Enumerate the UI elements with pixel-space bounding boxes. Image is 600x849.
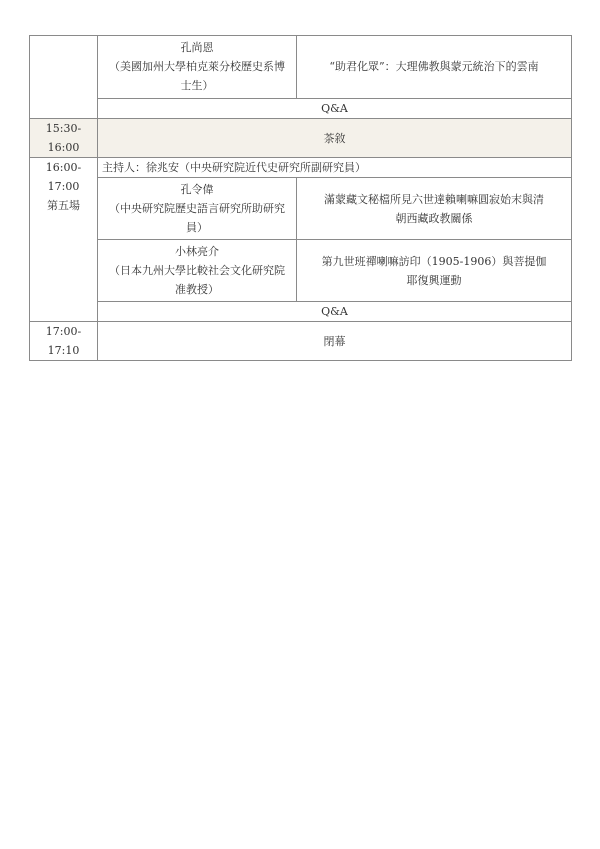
table-row [30,36,572,99]
break-label: 茶敘 [323,131,346,145]
table-row [30,178,572,240]
session-time-cell [30,158,98,322]
table-row [30,302,572,322]
time-label: 16:00-17:00 [45,161,82,193]
time-cell [30,119,98,158]
time-label: 15:30-16:00 [45,122,82,154]
speaker-affiliation: 准教授） [175,283,219,296]
talk-title: 第九世班禪喇嘛訪印（1905-1906）與菩提伽 [321,254,547,268]
qa-label: Q&A [321,305,348,318]
speaker-name: 孔令偉 [180,183,214,196]
time-cell-empty [30,36,98,119]
talk-title: 朝西藏政教關係 [395,211,473,225]
table-row [30,240,572,302]
speaker-affiliation: 士生） [180,79,214,93]
speaker-affiliation: （日本九州大學比較社会文化研究院 [109,264,285,277]
speaker-cell [98,36,297,99]
closing-label: 閉幕 [323,334,346,348]
speaker-name: 孔尚恩 [180,41,214,55]
topic-cell [297,36,572,99]
speaker-name: 小林亮介 [175,245,219,258]
schedule-table [29,35,572,361]
table-row [30,119,572,158]
table-row [30,98,572,118]
talk-title: 滿蒙藏文秘檔所見六世達賴喇嘛圓寂始末與清 [324,192,544,206]
break-cell [98,119,572,158]
topic-cell [297,240,572,302]
topic-cell [297,178,572,240]
table-row [30,322,572,361]
closing-cell [98,322,572,361]
session-label: 第五場 [47,199,80,212]
qa-label: Q&A [321,101,348,115]
speaker-affiliation: （美國加州大學柏克萊分校歷史系博 [109,60,285,74]
talk-title: “助君化眾”：大理佛教與蒙元統治下的雲南 [329,60,539,74]
speaker-affiliation: （中央研究院歷史語言研究所助研究 [109,202,285,215]
qa-cell [98,302,572,322]
table-row [30,158,572,178]
qa-cell [98,98,572,118]
time-label: 17:00-17:10 [45,325,82,357]
host-cell [98,158,572,178]
speaker-cell [98,178,297,240]
host-label: 主持人：徐兆安（中央研究院近代史研究所副研究員） [102,161,366,174]
time-cell [30,322,98,361]
talk-title: 耶復興運動 [406,273,462,287]
speaker-affiliation: 員） [186,221,208,234]
speaker-cell [98,240,297,302]
